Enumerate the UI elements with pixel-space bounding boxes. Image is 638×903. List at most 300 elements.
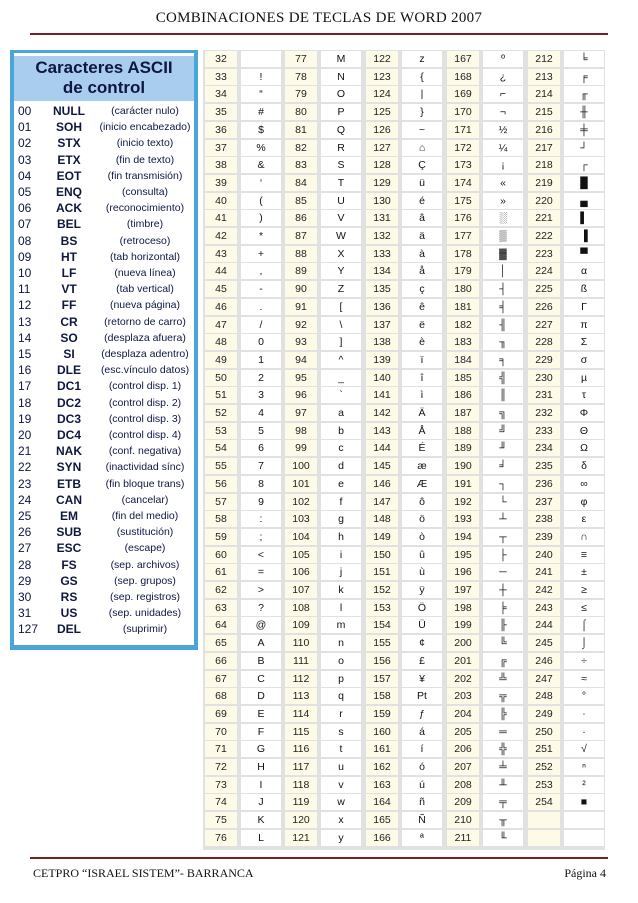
ascii-code: 82 [285, 140, 317, 156]
ascii-code: 251 [528, 741, 560, 757]
ascii-character: ¬ [483, 104, 523, 120]
control-characters-table [10, 50, 198, 650]
ascii-code: 167 [447, 51, 479, 67]
ascii-code: 49 [205, 352, 237, 368]
ascii-character: ▄ [564, 193, 604, 209]
control-row [14, 168, 194, 184]
control-name: STX [57, 136, 81, 151]
control-code: 05 [18, 185, 32, 199]
ascii-character: ⌂ [402, 140, 442, 156]
control-row [14, 249, 194, 265]
ascii-code: 211 [447, 830, 479, 846]
ascii-character: ô [402, 494, 442, 510]
ascii-code: 57 [205, 494, 237, 510]
control-description: (tab vertical) [116, 283, 174, 296]
ascii-code: 66 [205, 653, 237, 669]
ascii-code: 94 [285, 352, 317, 368]
ascii-character: ε [564, 511, 604, 527]
ascii-code: 231 [528, 387, 560, 403]
ascii-character: ▒ [483, 228, 523, 244]
ascii-code: 80 [285, 104, 317, 120]
ascii-character: « [483, 175, 523, 191]
control-row [14, 184, 194, 200]
ascii-code: 172 [447, 140, 479, 156]
ascii-character: Γ [564, 299, 604, 315]
ascii-code: 199 [447, 617, 479, 633]
ascii-code: 131 [366, 210, 398, 226]
ascii-character: $ [241, 122, 281, 138]
ascii-code: 126 [366, 122, 398, 138]
ascii-cell [447, 830, 523, 850]
control-description: (control disp. 1) [108, 380, 182, 393]
ascii-code: 32 [205, 51, 237, 67]
ascii-character: ¢ [402, 635, 442, 651]
control-name: GS [60, 573, 78, 588]
ascii-character: î [402, 370, 442, 386]
ascii-character: I [241, 777, 281, 793]
ascii-character: ä [402, 228, 442, 244]
ascii-code: 170 [447, 104, 479, 120]
ascii-code: 99 [285, 440, 317, 456]
ascii-character: 4 [241, 405, 281, 421]
ascii-character: Z [321, 281, 361, 297]
ascii-character: 6 [241, 440, 281, 456]
ascii-character: H [241, 759, 281, 775]
control-row [14, 119, 194, 135]
ascii-character: > [241, 582, 281, 598]
control-code: 23 [18, 476, 32, 491]
control-name: BS [60, 233, 78, 248]
ascii-code: 212 [528, 51, 560, 67]
ascii-code: 216 [528, 122, 560, 138]
ascii-character: h [321, 529, 361, 545]
ascii-code: 79 [285, 86, 317, 102]
ascii-code: 86 [285, 210, 317, 226]
control-description: (suprimir) [122, 623, 168, 636]
ascii-character: m [321, 617, 361, 633]
ascii-code: 108 [285, 600, 317, 616]
ascii-code: 96 [285, 387, 317, 403]
ascii-character: ╫ [564, 104, 604, 120]
ascii-code: 45 [205, 281, 237, 297]
control-name: DC2 [56, 395, 81, 410]
ascii-character: ° [564, 688, 604, 704]
control-name: EM [60, 509, 78, 523]
ascii-character: t [321, 741, 361, 757]
ascii-code: 91 [285, 299, 317, 315]
ascii-code: 33 [205, 69, 237, 85]
ascii-character: â [402, 210, 442, 226]
ascii-code: 213 [528, 69, 560, 85]
control-name: ACK [56, 201, 82, 216]
ascii-character: ≥ [564, 582, 604, 598]
ascii-code: 58 [205, 511, 237, 527]
ascii-code: 51 [205, 387, 237, 403]
control-code: 13 [18, 314, 32, 329]
ascii-character: * [241, 228, 281, 244]
ascii-code: 252 [528, 759, 560, 775]
ascii-character: ╣ [483, 370, 523, 386]
control-code: 09 [18, 249, 32, 264]
header-rule [30, 33, 608, 35]
ascii-character: C [241, 671, 281, 687]
ascii-code: 73 [205, 777, 237, 793]
ascii-code: 165 [366, 812, 398, 828]
ascii-code: 117 [285, 759, 317, 775]
control-row [14, 492, 194, 508]
control-code: 127 [18, 622, 39, 637]
control-code: 25 [18, 509, 32, 523]
ascii-character: Θ [564, 423, 604, 439]
ascii-character: + [241, 246, 281, 262]
ascii-code: 223 [528, 246, 560, 262]
ascii-code: 220 [528, 193, 560, 209]
control-description: (conf. negativa) [108, 445, 182, 458]
ascii-character: ‘ [241, 175, 281, 191]
ascii-code: 169 [447, 86, 479, 102]
ascii-character: ║ [483, 387, 523, 403]
control-name: SUB [56, 525, 82, 540]
ascii-character: D [241, 688, 281, 704]
ascii-character: τ [564, 387, 604, 403]
ascii-character: ╧ [483, 759, 523, 775]
ascii-character: ⌠ [564, 617, 604, 633]
ascii-character: c [321, 440, 361, 456]
control-description: (inactividad sínc) [105, 461, 185, 474]
ascii-code: 158 [366, 688, 398, 704]
ascii-character: \ [321, 317, 361, 333]
ascii-code: 174 [447, 175, 479, 191]
ascii-code: 54 [205, 440, 237, 456]
ascii-code: 176 [447, 210, 479, 226]
ascii-code: 230 [528, 370, 560, 386]
ascii-character: Q [321, 122, 361, 138]
ascii-code: 67 [205, 671, 237, 687]
ascii-character: ╛ [483, 458, 523, 474]
ascii-character: Æ [402, 476, 442, 492]
ascii-character: d [321, 458, 361, 474]
ascii-code: 198 [447, 600, 479, 616]
ascii-character: Ä [402, 405, 442, 421]
control-description: (carácter nulo) [111, 105, 179, 117]
ascii-code: 104 [285, 529, 317, 545]
control-description: (escape) [124, 542, 166, 555]
ascii-code: 107 [285, 582, 317, 598]
ascii-code: 128 [366, 157, 398, 173]
ascii-character: y [321, 830, 361, 846]
ascii-character: B [241, 653, 281, 669]
control-row [14, 135, 194, 151]
ascii-character: n [321, 635, 361, 651]
ascii-code: 193 [447, 511, 479, 527]
ascii-code: 101 [285, 476, 317, 492]
ascii-character: ╢ [483, 317, 523, 333]
ascii-character: % [241, 140, 281, 156]
ascii-code: 187 [447, 405, 479, 421]
ascii-code: 48 [205, 334, 237, 350]
ascii-code: 40 [205, 193, 237, 209]
control-row [14, 443, 194, 459]
ascii-character: ═ [483, 724, 523, 740]
control-description: (inicio encabezado) [99, 121, 191, 134]
ascii-character: Φ [564, 405, 604, 421]
ascii-code: 242 [528, 582, 560, 598]
ascii-code: 34 [205, 86, 237, 102]
ascii-character: └ [483, 494, 523, 510]
ascii-character: V [321, 210, 361, 226]
ascii-code: 111 [285, 653, 317, 669]
ascii-code: 62 [205, 582, 237, 598]
ascii-character: ⁿ [564, 759, 604, 775]
ascii-character: T [321, 175, 361, 191]
ascii-code: 237 [528, 494, 560, 510]
ascii-cell [285, 830, 361, 850]
control-title-line1: Caracteres ASCII [35, 58, 173, 77]
ascii-character: ∞ [564, 476, 604, 492]
control-description: (consulta) [121, 186, 169, 198]
ascii-character: ⌡ [564, 635, 604, 651]
ascii-character: ü [402, 175, 442, 191]
ascii-code: 196 [447, 564, 479, 580]
control-description: (sep. archivos) [110, 558, 180, 571]
ascii-code: 85 [285, 193, 317, 209]
ascii-character: ? [241, 600, 281, 616]
ascii-code: 209 [447, 794, 479, 810]
ascii-code: 161 [366, 741, 398, 757]
ascii-code: 236 [528, 476, 560, 492]
ascii-character: ┼ [483, 582, 523, 598]
ascii-code: 72 [205, 759, 237, 775]
ascii-character: ╡ [483, 299, 523, 315]
control-name: FF [61, 298, 77, 313]
ascii-code: 219 [528, 175, 560, 191]
control-code: 29 [18, 573, 32, 588]
control-description: (nueva página) [109, 299, 181, 312]
footer-institution: CETPRO “ISRAEL SISTEM”- BARRANCA [33, 866, 254, 880]
ascii-code: 119 [285, 794, 317, 810]
ascii-character: 3 [241, 387, 281, 403]
ascii-character: á [402, 724, 442, 740]
ascii-code: 78 [285, 69, 317, 85]
ascii-character: ▐ [564, 228, 604, 244]
ascii-character: ê [402, 299, 442, 315]
ascii-code: 124 [366, 86, 398, 102]
control-row [14, 152, 194, 168]
ascii-code: 65 [205, 635, 237, 651]
ascii-code: 105 [285, 547, 317, 563]
ascii-character: ┴ [483, 511, 523, 527]
ascii-character: │ [483, 263, 523, 279]
ascii-code: 217 [528, 140, 560, 156]
ascii-code: 115 [285, 724, 317, 740]
ascii-code: 114 [285, 706, 317, 722]
ascii-code: 138 [366, 334, 398, 350]
ascii-character: δ [564, 458, 604, 474]
control-code: 24 [18, 492, 32, 507]
ascii-character: K [241, 812, 281, 828]
ascii-character: < [241, 547, 281, 563]
control-name: NAK [56, 444, 82, 459]
control-name: ENQ [55, 185, 82, 199]
control-code: 15 [18, 347, 32, 361]
ascii-code: 69 [205, 706, 237, 722]
ascii-character: ╩ [483, 671, 523, 687]
ascii-character: # [241, 104, 281, 120]
ascii-character: , [241, 263, 281, 279]
ascii-code: 178 [447, 246, 479, 262]
ascii-character: a [321, 405, 361, 421]
control-description: (fin bloque trans) [105, 477, 185, 490]
ascii-code: 204 [447, 706, 479, 722]
control-name: VT [61, 282, 77, 297]
ascii-code: 243 [528, 600, 560, 616]
ascii-character: z [402, 51, 442, 67]
control-description: (sep. grupos) [114, 574, 176, 587]
control-description: (retroceso) [119, 234, 171, 247]
ascii-character: . [241, 299, 281, 315]
control-row [14, 459, 194, 475]
control-name: EOT [56, 168, 82, 183]
ascii-character: ) [241, 210, 281, 226]
ascii-code: 186 [447, 387, 479, 403]
control-code: 10 [18, 266, 32, 280]
control-code: 04 [18, 168, 32, 183]
ascii-code: 98 [285, 423, 317, 439]
ascii-character [564, 830, 604, 846]
control-description: (sustitución) [116, 526, 174, 539]
ascii-character: ¥ [402, 671, 442, 687]
ascii-character: 8 [241, 476, 281, 492]
ascii-character: σ [564, 352, 604, 368]
control-code: 03 [18, 152, 32, 167]
ascii-character: ( [241, 193, 281, 209]
ascii-character: ╘ [564, 51, 604, 67]
control-code: 19 [18, 411, 32, 426]
ascii-code: 133 [366, 246, 398, 262]
control-code: 31 [18, 606, 32, 621]
ascii-code: 160 [366, 724, 398, 740]
ascii-character: à [402, 246, 442, 262]
control-row [14, 476, 194, 492]
ascii-code: 229 [528, 352, 560, 368]
ascii-character: / [241, 317, 281, 333]
control-description: (desplaza adentro) [101, 348, 189, 360]
ascii-character: @ [241, 617, 281, 633]
ascii-cell [205, 830, 281, 850]
ascii-code [528, 830, 560, 846]
ascii-character: ┤ [483, 281, 523, 297]
ascii-character: ∙ [564, 706, 604, 722]
ascii-code: 203 [447, 688, 479, 704]
control-name: ETB [57, 476, 81, 491]
ascii-code: 250 [528, 724, 560, 740]
control-name: SOH [55, 120, 82, 135]
control-description: (retorno de carro) [104, 315, 186, 328]
ascii-character: ▓ [483, 246, 523, 262]
ascii-character: x [321, 812, 361, 828]
ascii-code: 215 [528, 104, 560, 120]
control-description: (nueva línea) [114, 267, 176, 279]
ascii-character: 0 [241, 334, 281, 350]
control-name: BEL [57, 217, 81, 232]
ascii-character: ╔ [483, 653, 523, 669]
ascii-code: 183 [447, 334, 479, 350]
ascii-character: b [321, 423, 361, 439]
ascii-character: | [402, 86, 442, 102]
ascii-code: 53 [205, 423, 237, 439]
control-code: 18 [18, 395, 32, 410]
ascii-code: 185 [447, 370, 479, 386]
control-name: ETX [57, 152, 81, 167]
ascii-code: 235 [528, 458, 560, 474]
ascii-character: Ü [402, 617, 442, 633]
footer-page-number: Página 4 [564, 866, 606, 880]
ascii-code: 143 [366, 423, 398, 439]
control-code: 28 [18, 557, 32, 572]
ascii-character: Y [321, 263, 361, 279]
control-code: 17 [18, 379, 32, 394]
ascii-character: º [483, 51, 523, 67]
control-row [14, 411, 194, 427]
ascii-code: 121 [285, 830, 317, 846]
ascii-code: 43 [205, 246, 237, 262]
ascii-code: 135 [366, 281, 398, 297]
control-description: (timbre) [126, 218, 164, 231]
ascii-character: N [321, 69, 361, 85]
ascii-code: 68 [205, 688, 237, 704]
ascii-code: 75 [205, 812, 237, 828]
control-name: CAN [56, 492, 82, 507]
ascii-character: ƒ [402, 706, 442, 722]
ascii-code: 207 [447, 759, 479, 775]
ascii-code: 192 [447, 494, 479, 510]
control-description: (sep. unidades) [108, 607, 182, 620]
ascii-character: æ [402, 458, 442, 474]
control-code: 12 [18, 298, 32, 313]
ascii-character: ▌ [564, 210, 604, 226]
ascii-code: 95 [285, 370, 317, 386]
control-row [14, 265, 194, 281]
control-description: (esc.vínculo datos) [100, 364, 190, 377]
control-code: 08 [18, 233, 32, 248]
control-name: LF [61, 266, 77, 280]
ascii-character: ╓ [564, 86, 604, 102]
ascii-character: ┬ [483, 529, 523, 545]
ascii-code: 140 [366, 370, 398, 386]
ascii-character: ─ [483, 564, 523, 580]
control-description: (cancelar) [121, 493, 169, 506]
ascii-character: ┐ [483, 476, 523, 492]
ascii-code: 189 [447, 440, 479, 456]
ascii-character: G [241, 741, 281, 757]
ascii-character: í [402, 741, 442, 757]
ascii-code: 59 [205, 529, 237, 545]
ascii-code: 76 [205, 830, 237, 846]
ascii-character: ú [402, 777, 442, 793]
ascii-character: ╕ [483, 352, 523, 368]
ascii-code: 240 [528, 547, 560, 563]
ascii-code: 39 [205, 175, 237, 191]
ascii-code: 184 [447, 352, 479, 368]
ascii-character: █ [564, 175, 604, 191]
ascii-code: 130 [366, 193, 398, 209]
control-name: DEL [57, 622, 81, 637]
ascii-character: å [402, 263, 442, 279]
ascii-code: 197 [447, 582, 479, 598]
control-row [14, 216, 194, 232]
control-description: (reconocimiento) [105, 202, 185, 215]
ascii-code: 181 [447, 299, 479, 315]
